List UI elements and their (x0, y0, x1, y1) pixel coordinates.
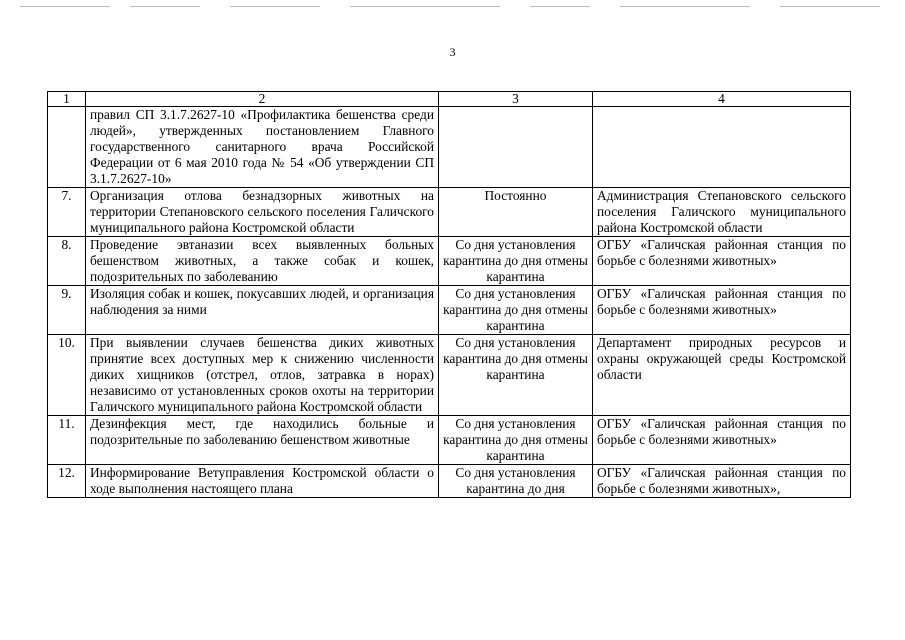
row-number: 12. (48, 465, 86, 498)
term-cell: Со дня установления карантина до дня отмены карантина (439, 237, 593, 286)
table-row (48, 416, 851, 465)
table-row (48, 286, 851, 335)
table-row (48, 237, 851, 286)
table-row (48, 107, 851, 188)
measure-cell: Дезинфекция мест, где находились больные и подозрительные по заболеванию бешенством животные (86, 416, 439, 465)
term-cell (439, 107, 593, 188)
measure-cell: Информирование Ветуправления Костромской области о ходе выполнения настоящего плана (86, 465, 439, 498)
row-number (48, 107, 86, 188)
action-plan-table (47, 91, 851, 498)
executor-cell: ОГБУ «Галичская районная станция по борьбе с болезнями животных» (593, 286, 851, 335)
row-number: 7. (48, 188, 86, 237)
column-header-1: 1 (48, 92, 86, 107)
table-row (48, 188, 851, 237)
column-header-4: 4 (593, 92, 851, 107)
top-edge-line (350, 6, 500, 7)
measure-cell: правил СП 3.1.7.2627-10 «Профилактика бешенства среди людей», утвержденных постановлением Главного государственного санитарного врача Российской Федерации от 6 мая 2010 года № 54 «Об утверждении СП 3.1.7.2627-10» (86, 107, 439, 188)
measure-cell: Проведение эвтаназии всех выявленных больных бешенством животных, а также собак и кошек, подозрительных по заболеванию (86, 237, 439, 286)
measure-cell: При выявлении случаев бешенства диких животных принятие всех доступных мер к снижению численности диких хищников (отстрел, отлов, затравка в норах) независимо от установленных сроков охоты на территории Галичского муниципального района Костромской области (86, 335, 439, 416)
top-edge-line (20, 6, 110, 7)
term-cell: Постоянно (439, 188, 593, 237)
table-row (48, 465, 851, 498)
executor-cell (593, 107, 851, 188)
top-edge-line (230, 6, 320, 7)
page-number: 3 (449, 45, 456, 59)
executor-cell: ОГБУ «Галичская районная станция по борьбе с болезнями животных» (593, 416, 851, 465)
term-cell: Со дня установления карантина до дня (439, 465, 593, 498)
term-cell: Со дня установления карантина до дня отмены карантина (439, 416, 593, 465)
table-header-row (48, 92, 851, 107)
table-row (48, 335, 851, 416)
row-number: 10. (48, 335, 86, 416)
executor-cell: ОГБУ «Галичская районная станция по борьбе с болезнями животных» (593, 237, 851, 286)
column-header-2: 2 (86, 92, 439, 107)
term-cell: Со дня установления карантина до дня отмены карантина (439, 335, 593, 416)
term-cell: Со дня установления карантина до дня отмены карантина (439, 286, 593, 335)
row-number: 9. (48, 286, 86, 335)
top-edge-line (780, 6, 880, 7)
executor-cell: Департамент природных ресурсов и охраны окружающей среды Костромской области (593, 335, 851, 416)
executor-cell: Администрация Степановского сельского поселения Галичского муниципального района Костромской области (593, 188, 851, 237)
top-edge-line (620, 6, 750, 7)
column-header-3: 3 (439, 92, 593, 107)
measure-cell: Организация отлова безнадзорных животных на территории Степановского сельского поселения Галичского муниципального района Костромской области (86, 188, 439, 237)
top-edge-line (530, 6, 590, 7)
executor-cell: ОГБУ «Галичская районная станция по борьбе с болезнями животных», (593, 465, 851, 498)
row-number: 11. (48, 416, 86, 465)
measure-cell: Изоляция собак и кошек, покусавших людей, и организация наблюдения за ними (86, 286, 439, 335)
top-edge-line (130, 6, 200, 7)
row-number: 8. (48, 237, 86, 286)
